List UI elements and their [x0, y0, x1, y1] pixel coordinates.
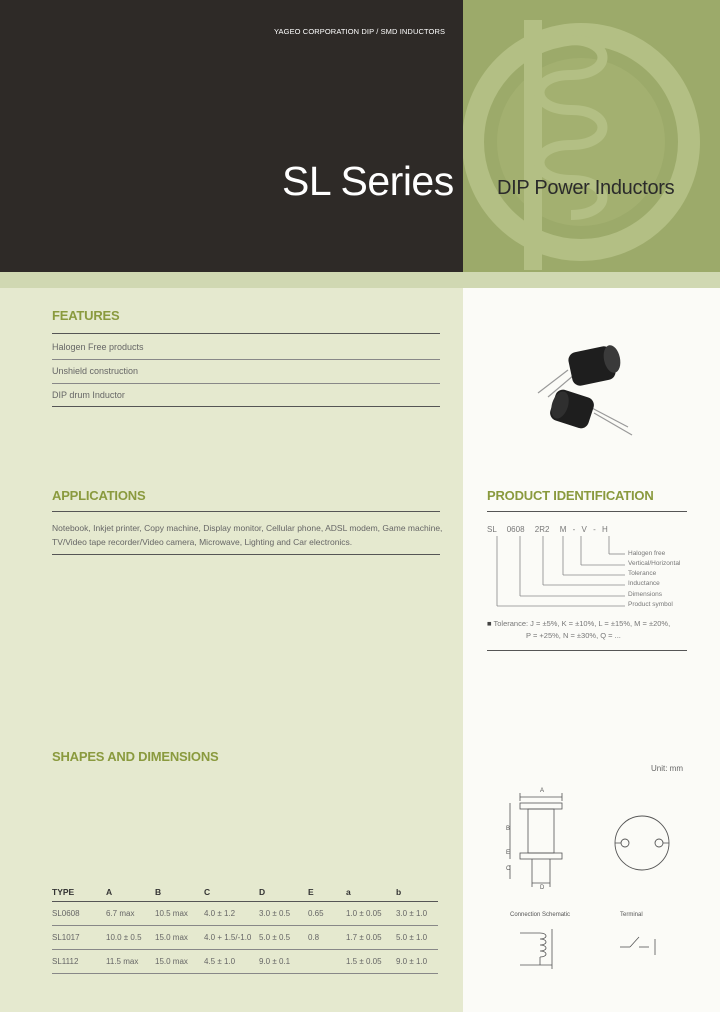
terminal-label: Terminal: [620, 912, 643, 918]
table-cell: 3.0 ± 0.5: [259, 902, 308, 926]
table-cell: 15.0 max: [155, 950, 204, 974]
divider: [52, 554, 440, 555]
shapes-heading: SHAPES AND DIMENSIONS: [52, 749, 219, 764]
divider: [52, 333, 440, 334]
code-segment: -: [572, 525, 576, 534]
code-segment: V: [581, 525, 587, 534]
applications-text: Notebook, Inkjet printer, Copy machine, Display monitor, Cellular phone, ADSL modem, Game machine, TV/Video tape recorder/Video camera, Microwave, Lighting and Car electronics.: [52, 523, 443, 547]
table-header-row: [52, 885, 438, 902]
table-cell: 0.8: [308, 926, 346, 950]
tolerance-line: P = +25%, N = ±30%, Q = ...: [526, 631, 621, 640]
product-id-heading: PRODUCT IDENTIFICATION: [487, 488, 654, 503]
table-cell: 4.0 + 1.5/-1.0: [204, 926, 259, 950]
feature-item: Halogen Free products: [52, 342, 144, 352]
table-cell: SL1112: [52, 950, 106, 974]
product-code: [487, 525, 608, 534]
feature-item: DIP drum Inductor: [52, 390, 125, 400]
code-bracket-lines: [487, 536, 637, 626]
table-cell: 5.0 ± 1.0: [396, 926, 438, 950]
column-header: D: [259, 885, 308, 902]
table-cell: 10.0 ± 0.5: [106, 926, 155, 950]
unit-label: Unit: mm: [651, 764, 683, 773]
column-header: a: [346, 885, 396, 902]
table-cell: 1.0 ± 0.05: [346, 902, 396, 926]
code-segment: 2R2: [534, 525, 550, 534]
column-header: E: [308, 885, 346, 902]
divider: [52, 359, 440, 360]
table-cell: SL1017: [52, 926, 106, 950]
table-cell: 0.65: [308, 902, 346, 926]
divider: [487, 511, 687, 512]
table-cell: 9.0 ± 1.0: [396, 950, 438, 974]
table-cell: 6.7 max: [106, 902, 155, 926]
table-row: [52, 902, 438, 926]
table-cell: 4.5 ± 1.0: [204, 950, 259, 974]
feature-item: Unshield construction: [52, 366, 139, 376]
applications-heading: APPLICATIONS: [52, 488, 146, 503]
table-cell: 1.5 ± 0.05: [346, 950, 396, 974]
code-segment: -: [593, 525, 596, 534]
table-cell: 10.5 max: [155, 902, 204, 926]
column-header: TYPE: [52, 885, 106, 902]
column-header: b: [396, 885, 438, 902]
dimension-label: A: [540, 788, 545, 794]
table-cell: 9.0 ± 0.1: [259, 950, 308, 974]
coil-logo-icon: [463, 0, 720, 272]
corporation-line: YAGEO CORPORATION DIP / SMD INDUCTORS: [274, 27, 446, 36]
table-row: [52, 950, 438, 974]
table-row: [52, 926, 438, 950]
terminal-icon: [615, 925, 665, 965]
table-cell: [308, 950, 346, 974]
pid-label: Inductance: [628, 580, 660, 587]
dimension-label: C: [506, 866, 511, 872]
column-header: C: [204, 885, 259, 902]
divider-band: [0, 272, 720, 288]
features-heading: FEATURES: [52, 308, 120, 323]
connection-schematic-icon: [510, 925, 570, 975]
bottom-view-drawing: [607, 808, 677, 878]
code-segment: 0608: [506, 525, 525, 534]
pid-label: Product symbol: [628, 601, 673, 608]
divider: [487, 650, 687, 651]
table-cell: SL0608: [52, 902, 106, 926]
header-green-panel: [463, 0, 720, 272]
table-cell: 5.0 ± 0.5: [259, 926, 308, 950]
table-cell: 11.5 max: [106, 950, 155, 974]
pid-label: Tolerance: [628, 570, 657, 577]
divider: [52, 511, 440, 512]
page-title: SL Series: [282, 158, 454, 204]
code-segment: SL: [487, 525, 497, 534]
pid-label: Dimensions: [628, 591, 662, 598]
table-cell: 4.0 ± 1.2: [204, 902, 259, 926]
page-subtitle: DIP Power Inductors: [497, 177, 675, 199]
table-cell: 1.7 ± 0.05: [346, 926, 396, 950]
divider: [52, 383, 440, 384]
header-dark-panel: [0, 0, 463, 272]
table-cell: 15.0 max: [155, 926, 204, 950]
dimension-label: B: [506, 826, 511, 832]
connection-schematic-label: Connection Schematic: [510, 912, 571, 918]
pid-label: Halogen free: [628, 550, 666, 557]
inductor-photo: [530, 335, 650, 445]
dimension-label: D: [540, 885, 545, 891]
column-header: B: [155, 885, 204, 902]
table-cell: 3.0 ± 1.0: [396, 902, 438, 926]
tolerance-line: ■ Tolerance: J = ±5%, K = ±10%, L = ±15%, M = ±20%,: [487, 619, 671, 628]
pid-label: Vertical/Horizontal: [628, 560, 681, 567]
dimension-label: E: [506, 850, 511, 856]
dimensions-table: [52, 885, 438, 974]
divider: [52, 406, 440, 407]
column-header: A: [106, 885, 155, 902]
code-segment: H: [601, 525, 608, 534]
code-segment: M: [559, 525, 567, 534]
